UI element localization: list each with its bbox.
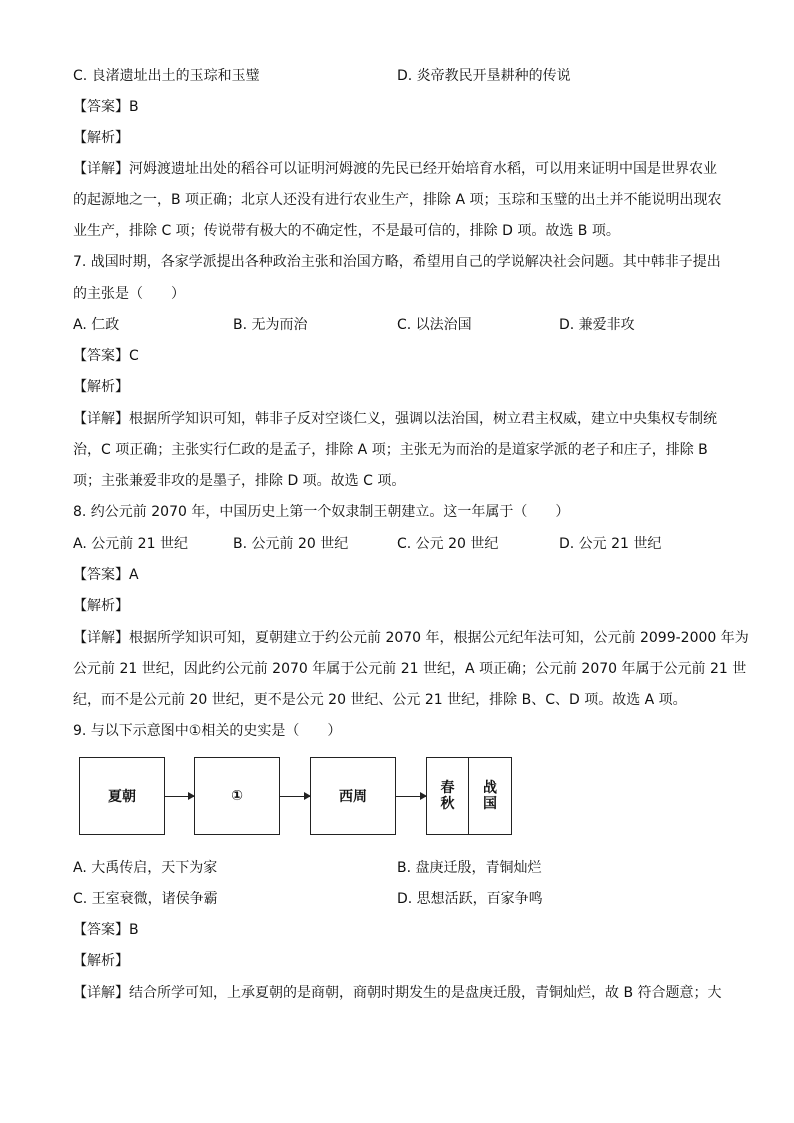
analysis-label: 【解析】 (73, 130, 129, 146)
box-label: 战 (483, 780, 497, 796)
dynasty-diagram (79, 757, 519, 839)
analysis-label: 【解析】 (73, 598, 129, 614)
option-b: B. 盘庚迁殷，青铜灿烂 (397, 860, 542, 876)
box-label: ① (231, 788, 243, 804)
q7-options (73, 315, 773, 335)
q8-options (73, 534, 773, 554)
question-7-stem: 的主张是（ ） (73, 286, 185, 302)
answer-label: 【答案】B (73, 99, 139, 115)
option-d: D. 兼爱非攻 (559, 317, 635, 333)
option-c: C. 王室衰微，诸侯争霸 (73, 891, 218, 907)
q9-options-cd (73, 889, 773, 909)
answer-label: 【答案】C (73, 348, 139, 364)
box-label: 西周 (339, 789, 367, 805)
option-d: D. 炎帝教民开垦耕种的传说 (397, 68, 571, 84)
detail-text: 【详解】结合所学可知，上承夏朝的是商朝，商朝时期发生的是盘庚迁殷，青铜灿烂，故 B 符合题意；大 (73, 985, 722, 1001)
question-8-stem: 8. 约公元前 2070 年，中国历史上第一个奴隶制王朝建立。这一年属于（ ） (73, 504, 570, 520)
option-c: C. 公元 20 世纪 (397, 536, 499, 552)
detail-text: 【详解】根据所学知识可知，韩非子反对空谈仁义，强调以法治国，树立君主权威，建立中央集权专制统 (73, 411, 717, 427)
detail-text: 【详解】河姆渡遗址出处的稻谷可以证明河姆渡的先民已经开始培育水稻，可以用来证明中国是世界农业 (73, 161, 717, 177)
q6-options-cd (73, 66, 773, 86)
box-unknown (194, 757, 280, 835)
option-a: A. 公元前 21 世纪 (73, 536, 188, 552)
option-a: A. 仁政 (73, 317, 120, 333)
option-d: D. 公元 21 世纪 (559, 536, 662, 552)
arrow-icon (396, 796, 426, 797)
detail-text: 纪，而不是公元前 20 世纪，更不是公元 20 世纪、公元 21 世纪，排除 B、C、D 项。故选 A 项。 (73, 692, 687, 708)
detail-text: 公元前 21 世纪，因此约公元前 2070 年属于公元前 21 世纪，A 项正确；公元前 2070 年属于公元前 21 世 (73, 661, 747, 677)
arrow-icon (165, 796, 194, 797)
detail-text: 的起源地之一，B 项正确；北京人还没有进行农业生产，排除 A 项；玉琮和玉璧的出土并不能说明出现农 (73, 192, 722, 208)
box-zhanguo (468, 757, 512, 835)
analysis-label: 【解析】 (73, 379, 129, 395)
detail-text: 【详解】根据所学知识可知，夏朝建立于约公元前 2070 年，根据公元纪年法可知，公元前 2099-2000 年为 (73, 630, 749, 646)
option-b: B. 公元前 20 世纪 (233, 536, 349, 552)
analysis-label: 【解析】 (73, 953, 129, 969)
box-label: 国 (483, 796, 497, 812)
box-label: 夏朝 (108, 789, 136, 805)
option-c: C. 以法治国 (397, 317, 472, 333)
option-b: B. 无为而治 (233, 317, 308, 333)
box-xia (79, 757, 165, 835)
box-label: 春 (440, 780, 455, 796)
box-label: 秋 (440, 796, 455, 812)
option-d: D. 思想活跃，百家争鸣 (397, 891, 543, 907)
detail-text: 治，C 项正确；主张实行仁政的是孟子，排除 A 项；主张无为而治的是道家学派的老子和庄子，排除 B (73, 442, 708, 458)
option-a: A. 大禹传启，天下为家 (73, 860, 218, 876)
box-chunqiu (426, 757, 469, 835)
option-c: C. 良渚遗址出土的玉琮和玉璧 (73, 68, 260, 84)
arrow-icon (280, 796, 310, 797)
detail-text: 业生产，排除 C 项；传说带有极大的不确定性，不是最可信的，排除 D 项。故选 B 项。 (73, 223, 620, 239)
answer-label: 【答案】B (73, 922, 139, 938)
answer-label: 【答案】A (73, 567, 139, 583)
question-7-stem: 7. 战国时期，各家学派提出各种政治主张和治国方略，希望用自己的学说解决社会问题。其中韩非子提出 (73, 254, 721, 270)
detail-text: 项；主张兼爱非攻的是墨子，排除 D 项。故选 C 项。 (73, 473, 406, 489)
q9-options-ab (73, 858, 773, 878)
box-western-zhou (310, 757, 396, 835)
question-9-stem: 9. 与以下示意图中①相关的史实是（ ） (73, 723, 342, 739)
